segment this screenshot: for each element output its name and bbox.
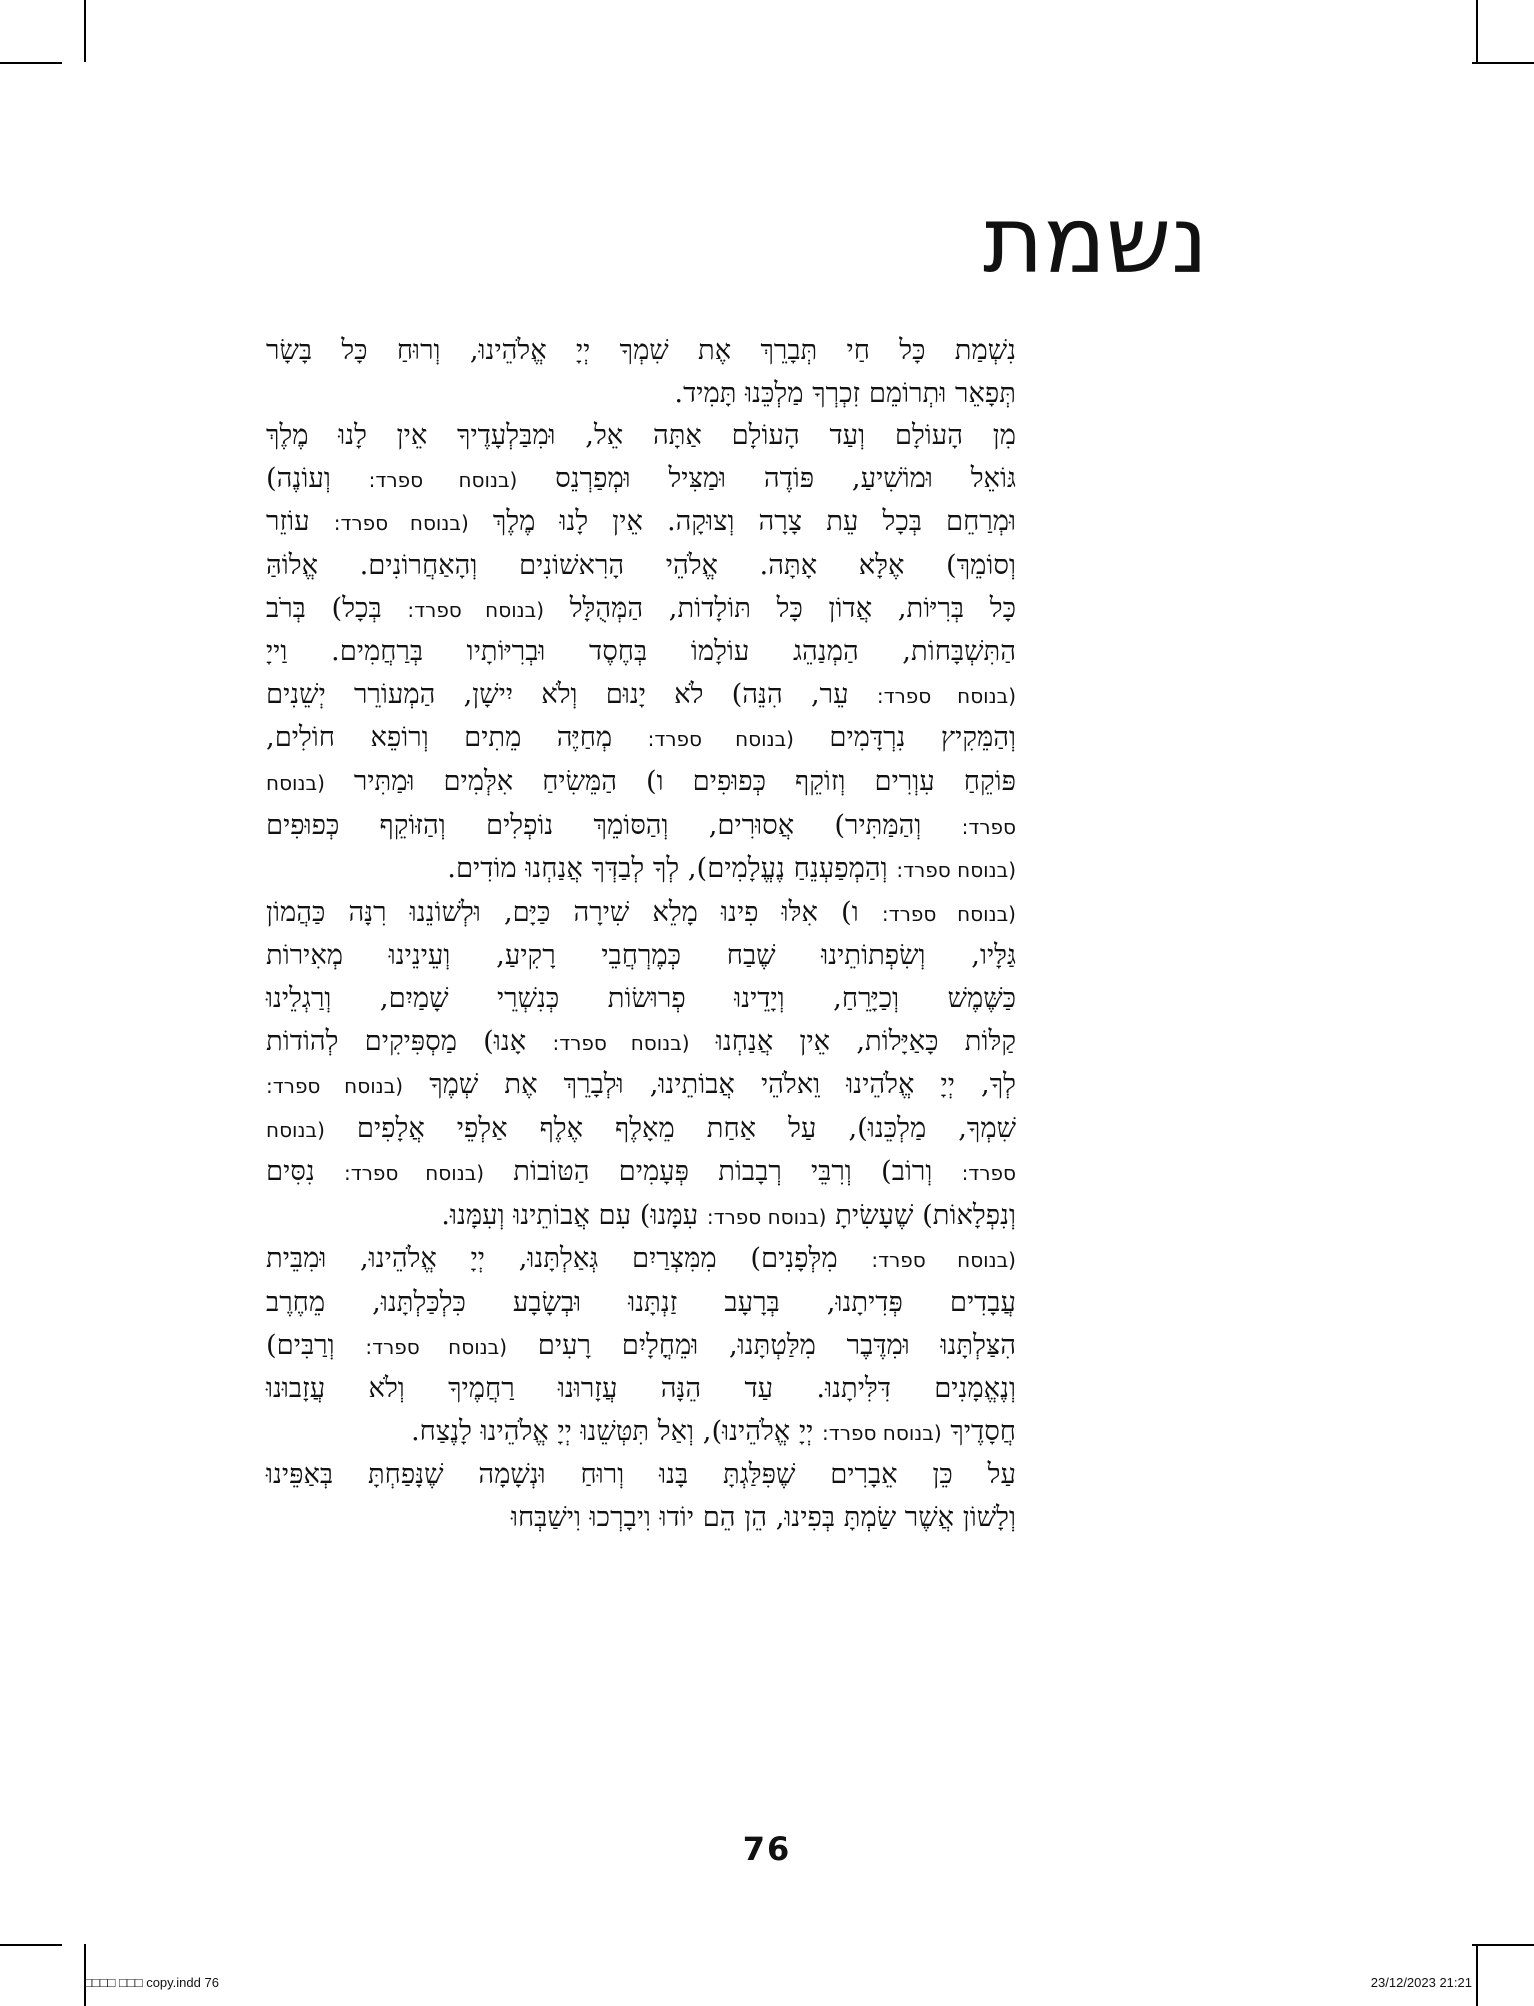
line-text: וְרַבִּים) xyxy=(266,1329,335,1361)
crop-mark-bottom-right-h xyxy=(1472,1944,1534,1946)
line-text: וְלָשׁוֹן אֲשֶׁר שַׂמְתָּ בְּפִינוּ, הֵן הֵם יוֹדוּ וִיבָרְכוּ וִישַׁבְּחוּ xyxy=(510,1502,1016,1534)
line-text: מְחַיֶּה מֵתִים וְרוֹפֵא חוֹלִים, xyxy=(266,722,613,754)
nusach-note: (בנוסח ספרד: xyxy=(333,511,469,536)
nusach-note: (בנוסח ספרד: xyxy=(647,727,794,752)
crop-mark-bottom-left-h xyxy=(0,1944,62,1946)
text-line xyxy=(266,1368,1016,1411)
crop-mark-bottom-right xyxy=(1476,1944,1478,2006)
text-line xyxy=(266,1238,1016,1282)
line-text: וְהַמֵּקִיץ נִרְדָּמִים xyxy=(829,722,1016,754)
page-number: 76 xyxy=(742,1830,792,1868)
text-line xyxy=(266,501,1016,545)
text-line xyxy=(266,717,1016,761)
nusach-note: ספרד: xyxy=(961,1161,1016,1186)
line-text: וְעוֹנֶה) xyxy=(266,462,331,494)
line-text: וּמְרַחֵם בְּכָל עֵת צָרָה וְצוּקָה. אֵין לָנוּ מֶלֶךְ xyxy=(492,506,1017,538)
text-line xyxy=(266,1411,1016,1455)
text-line xyxy=(266,631,1016,674)
nusach-note: (בנוסח ספרד: xyxy=(343,1161,485,1186)
line-text: וְהַמְפַעְנֵחַ נֶעֱלָמִים), לְךָ לְבַדְּךָ אֲנַחְנוּ מוֹדִים. xyxy=(447,853,888,885)
text-line xyxy=(266,588,1016,632)
text-line xyxy=(266,1454,1016,1497)
date-slug: 23/12/2023 21:21 xyxy=(1370,1975,1472,1990)
line-text: גַּלָּיו, וְשִׂפְתוֹתֵינוּ שֶׁבַח כְּמֶרְחֲבֵי רָקִיעַ, וְעֵינֵינוּ מְאִירוֹת xyxy=(266,940,1016,972)
text-line xyxy=(266,805,1016,849)
nusach-note: (בנוסח ספרד: xyxy=(407,597,545,622)
line-text: עֵר, הִנֵּה) לֹא יָנוּם וְלֹא יִישָׁן, הַמְעוֹרֵר יְשֵׁנִים xyxy=(266,678,849,710)
text-line xyxy=(266,330,1016,373)
line-text: חֲסָדֶיךָ xyxy=(950,1415,1016,1447)
text-line xyxy=(266,935,1016,978)
nusach-note: (בנוסח xyxy=(266,1117,325,1142)
line-text: מִלְּפָנִים) מִמִּצְרַיִם גְּאַלְתָּנוּ, יְיָ אֱלֹהֵינוּ, וּמִבֵּית xyxy=(266,1243,838,1275)
line-text: וְנִפְלָאוֹת) שֶׁעָשִׂיתָ xyxy=(835,1199,1016,1231)
line-text: וְסוֹמֵךְ) אֶלָּא אָתָּה. אֱלֹהֵי הָרִאשׁוֹנִים וְהָאַחֲרוֹנִים. אֱלוֹהַּ xyxy=(266,549,1016,581)
line-text: הַתִּשְׁבָּחוֹת, הַמְנַהֵג עוֹלָמוֹ בְּחֶסֶד וּבְרִיּוֹתָיו בְּרַחֲמִים. וַייָ xyxy=(266,636,1016,668)
nusach-note: (בנוסח ספרד: xyxy=(876,683,1016,708)
nusach-note: ספרד: xyxy=(961,814,1016,839)
text-line xyxy=(266,373,1016,416)
line-text: וְרוֹב) וְרִבֵּי רְבָבוֹת פְּעָמִים הַטּוֹבוֹת xyxy=(513,1156,933,1188)
text-line xyxy=(266,545,1016,588)
text-line xyxy=(266,978,1016,1021)
crop-mark-top-left-h xyxy=(0,62,62,64)
line-text: שִׁמְךָ, מַלְכֵּנוּ), עַל אַחַת מֵאָלֶף אֶלֶף אַלְפֵי אֲלָפִים xyxy=(356,1112,1017,1144)
nusach-note: (בנוסח ספרד: xyxy=(552,1030,690,1055)
text-line xyxy=(266,1325,1016,1369)
line-text: עַל כֵּן אֵבָרִים שֶׁפִּלַּגְתָּ בָּנוּ וְרוּחַ וּנְשָׁמָה שֶׁנָּפַחְתָּ בְּאַפֵּינוּ xyxy=(266,1459,1016,1491)
line-text: נִשְׁמַת כָּל חַי תְּבָרֵךְ אֶת שִׁמְךָ יְיָ אֱלֹהֵינוּ, וְרוּחַ כָּל בָּשָׂר xyxy=(266,335,1016,366)
text-line xyxy=(266,1021,1016,1065)
text-line xyxy=(266,674,1016,718)
text-line xyxy=(266,1282,1016,1325)
nusach-note: (בנוסח ספרד: xyxy=(368,467,518,492)
page-title: נשמת xyxy=(983,187,1208,294)
crop-mark-top-right xyxy=(1476,0,1478,62)
text-line xyxy=(266,1195,1016,1239)
nusach-note: (בנוסח ספרד: xyxy=(822,1420,942,1445)
text-line xyxy=(266,761,1016,805)
nusach-note: (בנוסח xyxy=(266,770,325,795)
line-text: וְנֶאֱמָנִים דִּלִּיתָנוּ. עַד הֵנָּה עֲזָרוּנוּ רַחֲמֶיךָ וְלֹא עֲזָבוּנוּ xyxy=(266,1373,1016,1405)
crop-mark-top-left xyxy=(84,0,86,62)
nusach-note: (בנוסח ספרד: xyxy=(706,1204,827,1229)
line-text: קַלּוֹת כָּאַיָּלוֹת, אֵין אֲנַחְנוּ xyxy=(715,1025,1016,1057)
text-line xyxy=(266,848,1016,892)
line-text: פּוֹקֵחַ עִוְרִים וְזוֹקֵף כְּפוּפִים ו) הַמֵּשִׂיחַ אִלְּמִים וּמַתִּיר xyxy=(353,765,1016,797)
line-text: כָּל בְּרִיּוֹת, אֲדוֹן כָּל תּוֹלָדוֹת, הַמְּהֻלָּל xyxy=(569,592,1017,624)
line-text: תְּפָאֵר וּתְרוֹמֵם זִכְרְךָ מַלְכֵּנוּ תָּמִיד. xyxy=(674,377,1016,409)
text-line xyxy=(266,1108,1016,1152)
nusach-note: (בנוסח ספרד: xyxy=(881,901,1016,926)
nusach-note: (בנוסח ספרד: xyxy=(896,858,1016,883)
nusach-note: (בנוסח ספרד: xyxy=(266,1074,404,1099)
crop-mark-top-right-h xyxy=(1472,62,1534,64)
line-text: נִסִּים xyxy=(266,1156,315,1188)
line-text: כַּשֶּׁמֶשׁ וְכַיָּרֵחַ, וְיָדֵינוּ פְרוּשׂוֹת כְּנִשְׁרֵי שָׁמַיִם, וְרַגְלֵינוּ xyxy=(266,982,1016,1014)
line-text: אָנוּ) מַסְפִּיקִים לְהוֹדוֹת xyxy=(266,1025,527,1057)
text-line xyxy=(266,1151,1016,1195)
line-text: מִן הָעוֹלָם וְעַד הָעוֹלָם אַתָּה אֵל, וּמִבַּלְעָדֶיךָ אֵין לָנוּ מֶלֶךְ xyxy=(266,420,1016,452)
file-slug: □□□□ □□□ copy.indd 76 xyxy=(84,1975,219,1990)
prayer-text xyxy=(266,330,1016,1540)
text-line xyxy=(266,1497,1016,1540)
text-line xyxy=(266,892,1016,936)
line-text: עֲבָדִים פְּדִיתָנוּ, בְּרָעָב זַנְתָּנוּ וּבְשָׂבָע כִּלְכַּלְתָּנוּ, מֵחֶרֶב xyxy=(266,1287,1016,1319)
nusach-note: (בנוסח ספרד: xyxy=(365,1334,508,1359)
line-text: ו) אִלּוּ פִינוּ מָלֵא שִׁירָה כַּיָּם, וּלְשׁוֹנֵנוּ רִנָּה כַּהֲמוֹן xyxy=(266,896,859,928)
line-text: גּוֹאֵל וּמוֹשִׁיעַ, פּוֹדֶה וּמַצִּיל וּמְפַרְנֵס xyxy=(555,462,1017,494)
line-text: יְיָ אֱלֹהֵינוּ), וְאַל תִּטְּשֵׁנוּ יְיָ אֱלֹהֵינוּ לָנֶצַח. xyxy=(410,1415,814,1447)
nusach-note: (בנוסח ספרד: xyxy=(871,1248,1016,1273)
line-text: עוֹזֵר xyxy=(266,506,310,538)
line-text: בְּכָל) בְּרֹב xyxy=(266,592,382,624)
line-text: הִצַּלְתָּנוּ וּמִדֶּבֶר מִלַּטְתָּנוּ, וּמֵחֳלָיִם רָעִים xyxy=(537,1329,1016,1361)
line-text: עִמָּנוּ) עִם אֲבוֹתֵינוּ וְעִמָּנוּ. xyxy=(441,1199,699,1231)
line-text: לְךָ, יְיָ אֱלֹהֵינוּ וֵאלֹהֵי אֲבוֹתֵינוּ, וּלְבָרֵךְ אֶת שְׁמֶךָ xyxy=(429,1069,1016,1101)
line-text: וְהַמַּתִּיר) אֲסוּרִים, וְהַסּוֹמֵךְ נוֹפְלִים וְהַזּוֹקֵף כְּפוּפִים xyxy=(266,809,922,841)
text-line xyxy=(266,1064,1016,1108)
text-line xyxy=(266,458,1016,502)
text-line xyxy=(266,415,1016,458)
